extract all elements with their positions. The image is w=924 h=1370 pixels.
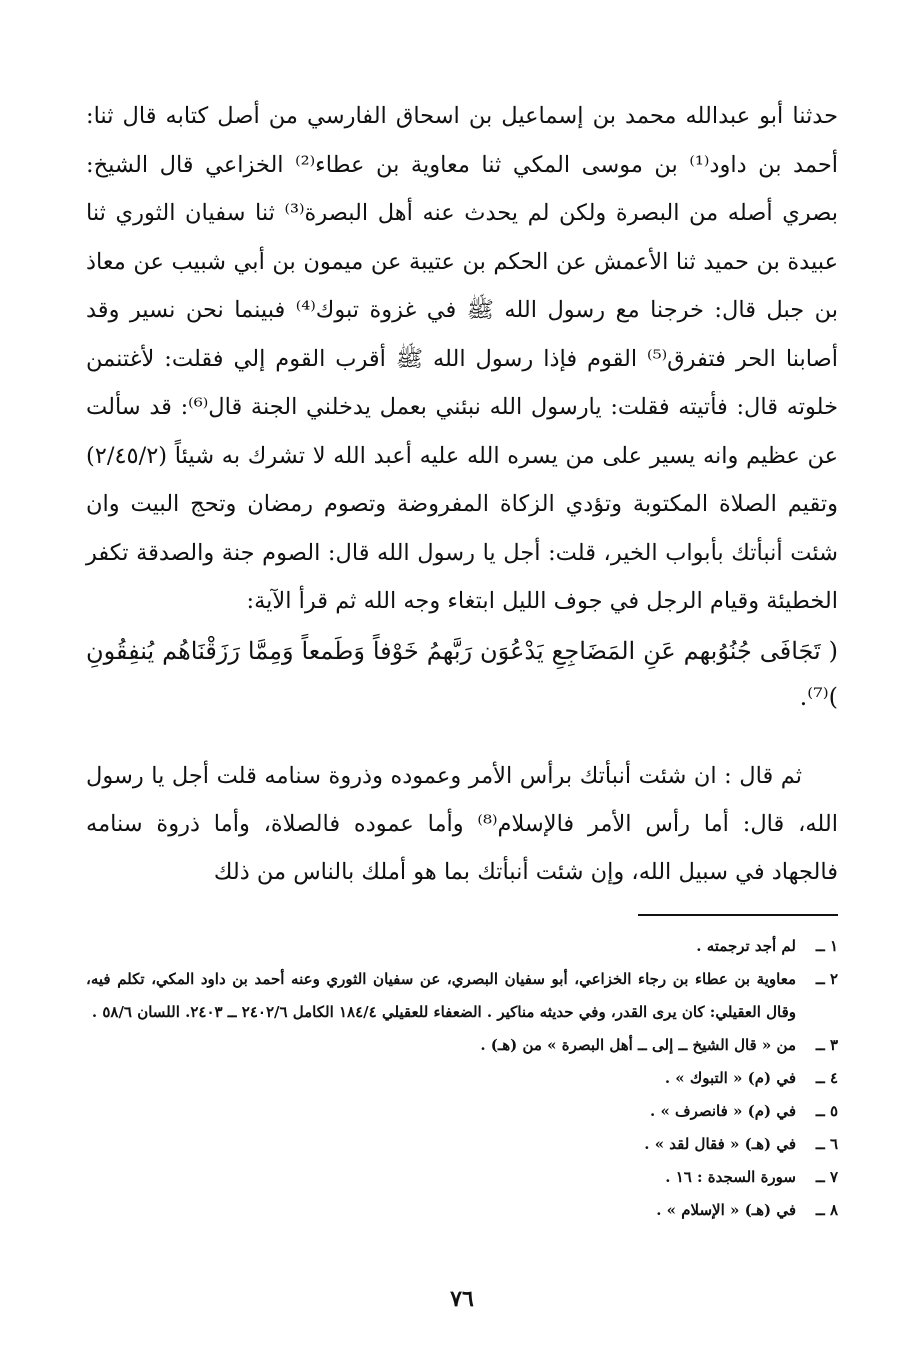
footnote: [86, 1062, 838, 1095]
footnote: [86, 930, 838, 963]
footnote-text: سورة السجدة : ١٦ .: [665, 1168, 796, 1186]
footnote-number: ٧ ــ: [815, 1168, 838, 1186]
footnote: [86, 1029, 838, 1062]
footnote: [86, 1095, 838, 1128]
footnote-number: ٥ ــ: [815, 1102, 838, 1120]
main-text: [86, 92, 838, 626]
quran-verse: ( تَجَافَى جُنُوُبهم عَنِ المَضَاجِعِ يَدْعُوَن رَبَّهمُ خَوْفاً وَطَمعاً وَمِمَّا رَزَقْنَاهُم يُنفِقُونِ )⁽⁷⁾.: [86, 637, 838, 711]
footnote: [86, 1194, 838, 1227]
footnote-text: لم أجد ترجمته .: [696, 937, 796, 955]
footnote: [86, 1128, 838, 1161]
continuation-text: ثم قال : ان شئت أنبأتك برأس الأمر وعموده وذروة سنامه قلت أجل يا رسول الله، قال: أما رأس الأمر فالإسلام⁽⁸⁾ وأما عموده فالصلاة، وأما ذروة سنامه فالجهاد في سبيل الله، وإن شئت أنبأتك بما هو أملك بالناس من ذلك: [86, 763, 838, 885]
footnote-text: في (م) « التبوك » .: [664, 1069, 796, 1087]
page-number: ٧٦: [450, 1286, 474, 1312]
footnote: [86, 963, 838, 1029]
footnote-text: في (م) « فانصرف » .: [650, 1102, 796, 1120]
footnote-text: في (هـ) « الإسلام » .: [656, 1201, 796, 1219]
footnote-text: معاوية بن عطاء بن رجاء الخزاعي، أبو سفيان البصري، عن سفيان الثوري وعنه أحمد بن داود المكي، تكلم فيه، وقال العقيلي: كان يرى القدر، وفي حديثه مناكير . الضعفاء للعقيلي ١٨٤/٤ الكامل ٢٤٠٢/٦ ــ ٢٤٠٣. اللسان ٥٨/٦ .: [86, 970, 796, 1021]
footnote-text: في (هـ) « فقال لقد » .: [644, 1135, 796, 1153]
footnote-text: من « قال الشيخ ــ إلى ــ أهل البصرة » من (هـ) .: [480, 1036, 796, 1054]
footnote: [86, 1161, 838, 1194]
footnote-number: ٨ ــ: [815, 1201, 838, 1219]
hadith-paragraph: حدثنا أبو عبدالله محمد بن إسماعيل بن اسحاق الفارسي من أصل كتابه قال ثنا: أحمد بن داود⁽¹⁾ بن موسى المكي ثنا معاوية بن عطاء⁽²⁾ الخزاعي قال الشيخ: بصري أصله من البصرة ولكن لم يحدث عنه أهل البصرة⁽³⁾ ثنا سفيان الثوري ثنا عبيدة بن حميد ثنا الأعمش عن الحكم بن عتيبة عن ميمون بن أبي شبيب عن معاذ بن جبل قال: خرجنا مع رسول الله ﷺ في غزوة تبوك⁽⁴⁾ فبينما نحن نسير وقد أصابنا الحر فتفرق⁽⁵⁾ القوم فإذا رسول الله ﷺ أقرب القوم إلي فقلت: لأغتنمن خلوته قال: فأتيته فقلت: يارسول الله نبئني بعمل يدخلني الجنة قال⁽⁶⁾: قد سألت عن عظيم وانه يسير على من يسره الله عليه أعبد الله لا تشرك به شيئاً (٢/٤٥/٢) وتقيم الصلاة المكتوبة وتؤدي الزكاة المفروضة وتصوم رمضان وتحج البيت وان شئت أنبأتك بأبواب الخير، قلت: أجل يا رسول الله قال: الصوم جنة والصدقة تكفر الخطيئة وقيام الرجل في جوف الليل ابتغاء وجه الله ثم قرأ الآية:: [86, 103, 839, 614]
footnote-number: ٣ ــ: [815, 1036, 838, 1054]
footnote-number: ١ ــ: [815, 937, 838, 955]
footnotes-list: [86, 930, 838, 1227]
footnote-number: ٦ ــ: [815, 1135, 838, 1153]
continuation-paragraph: [86, 752, 838, 896]
footnote-number: ٢ ــ: [815, 970, 838, 988]
footnote-number: ٤ ــ: [815, 1069, 838, 1087]
footnote-separator: [638, 914, 838, 916]
